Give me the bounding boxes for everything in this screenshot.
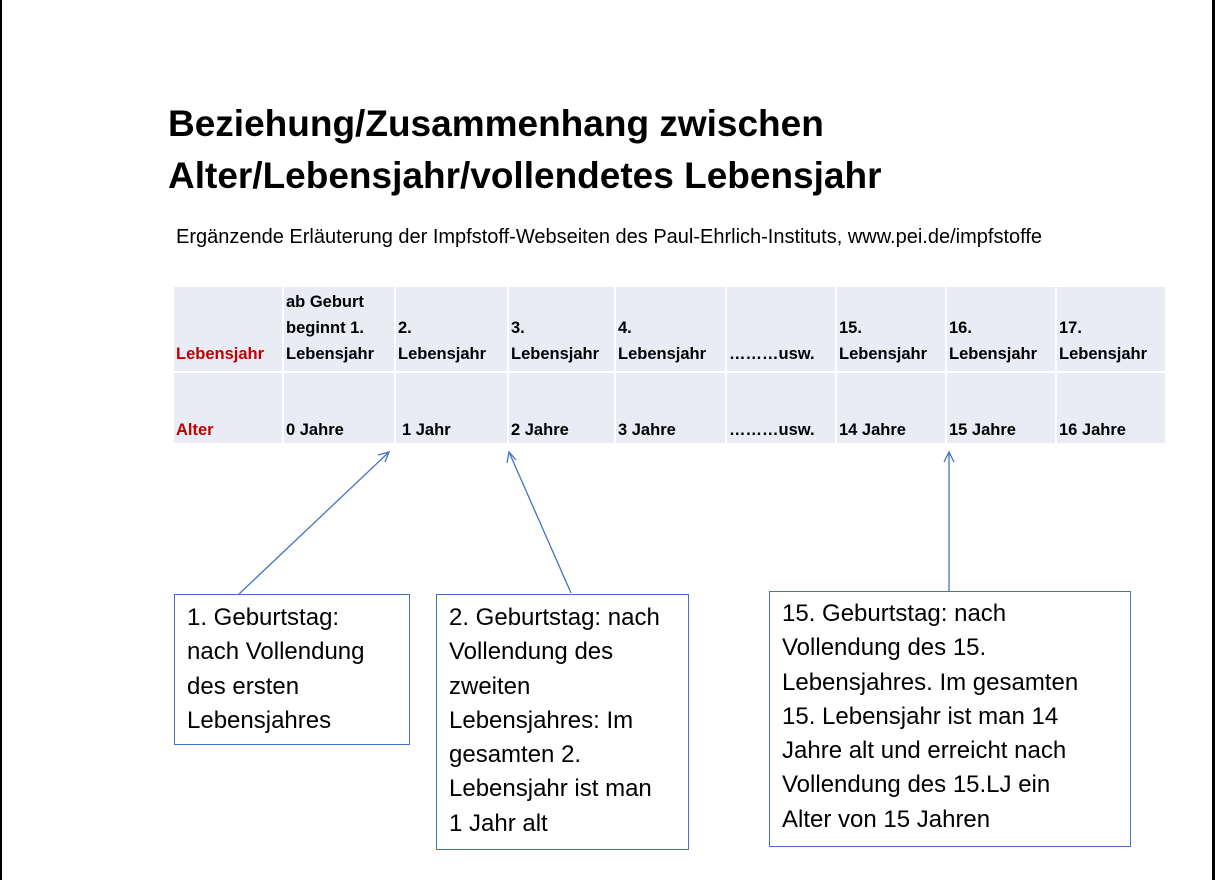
lebensjahr-cell: 17. Lebensjahr	[1057, 287, 1167, 373]
lebensjahr-cell: ab Geburt beginnt 1. Lebensjahr	[284, 287, 396, 373]
alter-cell: 1 Jahr	[396, 373, 509, 445]
lebensjahr-cell: 3. Lebensjahr	[509, 287, 616, 373]
callout-second-birthday: 2. Geburtstag: nach Vollendung des zweiten Lebensjahres: Im gesamten 2. Lebensjahr ist man 1 Jahr alt	[436, 594, 689, 850]
alter-cell: 0 Jahre	[284, 373, 396, 445]
lebensjahr-cell: 16. Lebensjahr	[947, 287, 1057, 373]
callout-fifteenth-birthday: 15. Geburtstag: nach Vollendung des 15. Lebensjahres. Im gesamten 15. Lebensjahr ist man 14 Jahre alt und erreicht nach Vollendung des 15.LJ ein Alter von 15 Jahren	[769, 591, 1131, 847]
arrow-first-birthday	[239, 452, 389, 594]
lebensjahr-cell: 2. Lebensjahr	[396, 287, 509, 373]
alter-cell: 14 Jahre	[837, 373, 947, 445]
row-label-lebensjahr: Lebensjahr	[174, 287, 284, 373]
title-line: Beziehung/Zusammenhang zwischen	[168, 103, 824, 144]
alter-cell: 3 Jahre	[616, 373, 727, 445]
alter-cell: ………usw.	[727, 373, 837, 445]
lebensjahr-cell: 15. Lebensjahr	[837, 287, 947, 373]
alter-cell: 2 Jahre	[509, 373, 616, 445]
lebensjahr-cell: 4. Lebensjahr	[616, 287, 727, 373]
alter-cell: 16 Jahre	[1057, 373, 1167, 445]
arrow-second-birthday	[509, 452, 571, 593]
callout-first-birthday: 1. Geburtstag: nach Vollendung des ersten Lebensjahres	[174, 594, 410, 745]
alter-cell: 15 Jahre	[947, 373, 1057, 445]
subtitle: Ergänzende Erläuterung der Impfstoff-Webseiten des Paul-Ehrlich-Instituts, www.pei.de/impfstoffe	[176, 226, 1042, 248]
lebensjahr-cell: ………usw.	[727, 287, 837, 373]
row-label-alter: Alter	[174, 373, 284, 445]
title-line: Alter/Lebensjahr/vollendetes Lebensjahr	[168, 155, 882, 196]
